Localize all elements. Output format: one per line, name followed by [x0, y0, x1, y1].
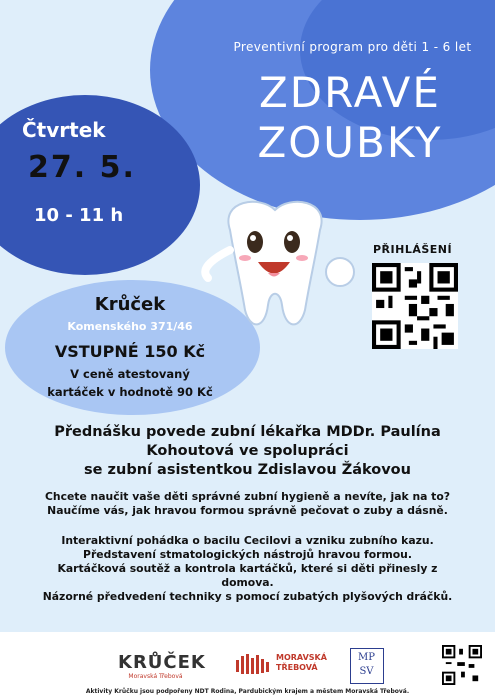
- mt-line-2: TŘEBOVÁ: [276, 663, 318, 672]
- registration-qr-code[interactable]: [372, 263, 458, 349]
- mpsv-logo-text: [351, 651, 382, 679]
- event-date: 27. 5.: [28, 150, 136, 185]
- title-line-2: ZOUBKY: [257, 118, 443, 167]
- intro-paragraph: [8, 490, 487, 518]
- krucek-logo-sub: Moravská Třebová: [128, 673, 183, 680]
- mpsv-line-2: SV: [359, 666, 374, 677]
- page-title: [220, 68, 480, 168]
- tooth-mascot-icon: [190, 190, 360, 340]
- city-bars-icon: [236, 652, 272, 676]
- lead-line-3: se zubní asistentkou Zdislavou Žákovou: [84, 462, 411, 478]
- mt-line-1: MORAVSKÁ: [276, 653, 327, 662]
- price-note-line-2: kartáček v hodnotě 90 Kč: [47, 385, 213, 399]
- footer-qr-code[interactable]: [442, 645, 482, 685]
- krucek-logo: [118, 652, 206, 680]
- program-line-2: Představení stmatologických nástrojů hravou formou.: [83, 548, 412, 561]
- entry-price: VSTUPNÉ 150 Kč: [54, 342, 206, 361]
- lecturer-info: [20, 423, 475, 480]
- mpsv-line-1: MP: [358, 652, 375, 663]
- price-note-line-1: V ceně atestovaný: [70, 367, 190, 381]
- moravska-trebova-text: [276, 653, 327, 673]
- program-subtitle: Preventivní program pro děti 1 - 6 let: [233, 40, 472, 54]
- program-line-3: Kartáčková soutěž a kontrola kartáčků, které si děti přinesly z: [57, 562, 438, 575]
- mpsv-logo: [350, 648, 384, 684]
- intro-line-2: Naučíme vás, jak hravou formou správně pečovat o zuby a dásně.: [47, 504, 448, 517]
- lead-line-1: Přednášku povede zubní lékařka MDDr. Paulína: [54, 424, 441, 440]
- intro-line-1: Chcete naučit vaše děti správné zubní hygieně a nevíte, jak na to?: [44, 490, 451, 503]
- program-line-1: Interaktivní pohádka o bacilu Cecilovi a vzniku zubního kazu.: [61, 534, 434, 547]
- venue-name: Krůček: [94, 294, 166, 315]
- event-time: 10 - 11 h: [34, 205, 124, 226]
- program-line-5: Názorné předvedení techniky s pomocí zubatých plyšových dráčků.: [42, 590, 453, 603]
- registration-label: PŘIHLÁŠENÍ: [373, 243, 453, 256]
- price-note: [20, 365, 240, 401]
- footer-credit: Aktivity Krůčku jsou podpořeny NDT Rodina, Pardubickým krajem a městem Moravská Třebová.: [85, 688, 410, 695]
- venue-address: Komenského 371/46: [67, 320, 193, 333]
- lead-line-2: Kohoutová ve spolupráci: [146, 443, 349, 459]
- title-line-1: ZDRAVÉ: [259, 68, 441, 117]
- krucek-logo-name: KRŮČEK: [118, 652, 206, 673]
- event-day: Čtvrtek: [22, 118, 106, 142]
- program-paragraph: [8, 534, 487, 604]
- program-line-4: domova.: [221, 576, 274, 589]
